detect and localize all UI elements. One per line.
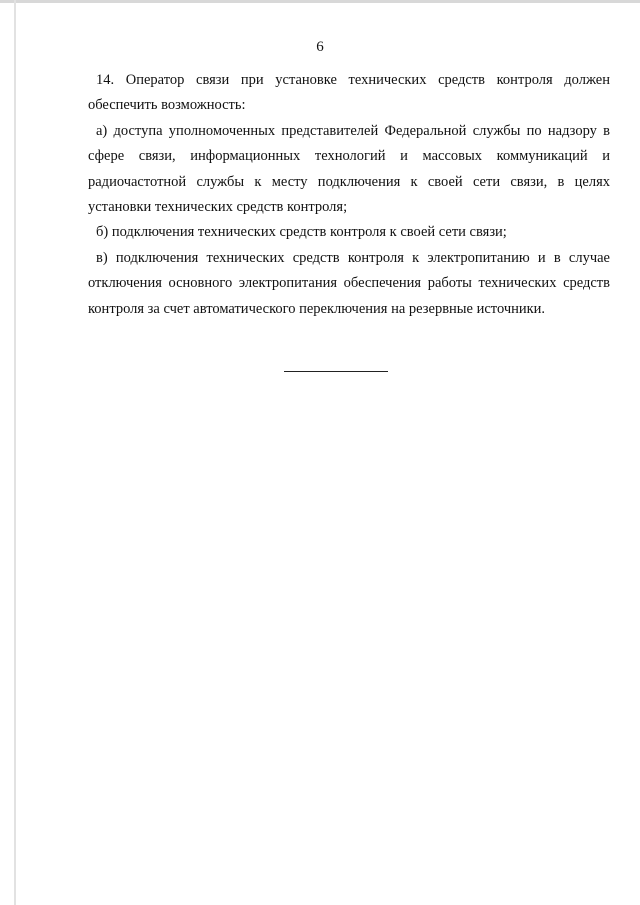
scan-edge-left — [14, 0, 16, 905]
document-body — [88, 68, 610, 322]
end-of-document-rule — [284, 371, 388, 372]
page-number: 6 — [316, 39, 324, 55]
paragraph-14-v: в) подключения технических средств контроля к электропитанию и в случае отключения основного электропитания обеспечения работы технических средств контроля за счет автоматического переключения на резервные источники. — [88, 249, 610, 317]
paragraph-14-b: б) подключения технических средств контроля к своей сети связи; — [96, 224, 507, 241]
scan-edge-top — [0, 0, 640, 3]
paragraph-14-a: а) доступа уполномоченных представителей Федеральной службы по надзору в сфере связи, информационных технологий и массовых коммуникаций и радиочастотной службы к месту подключения к своей сети связи, в целях установки технических средств контроля; — [88, 122, 610, 216]
paragraph-14: 14. Оператор связи при установке технических средств контроля должен обеспечить возможность: — [88, 72, 610, 114]
